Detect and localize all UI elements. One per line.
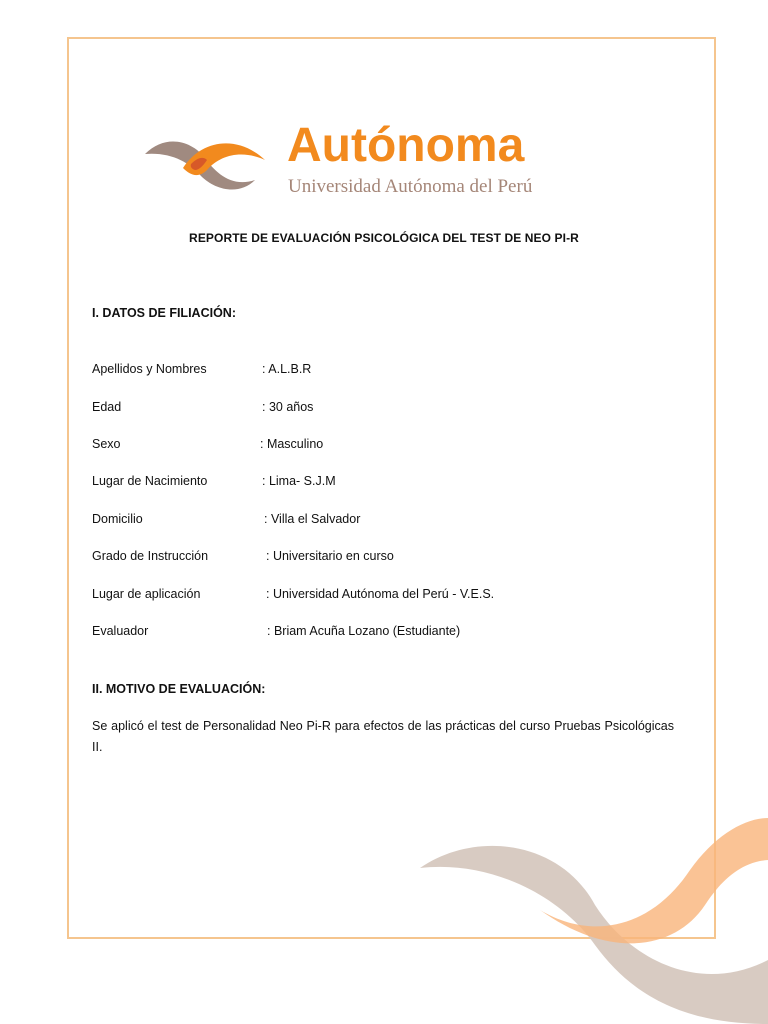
university-logo xyxy=(143,119,563,204)
brand-subtitle: Universidad Autónoma del Perú xyxy=(288,176,533,197)
field-value: : Briam Acuña Lozano (Estudiante) xyxy=(267,624,461,638)
field-label: Domicilio xyxy=(92,512,143,526)
field-label: Lugar de Nacimiento xyxy=(92,474,208,488)
motivo-paragraph: Se aplicó el test de Personalidad Neo Pi-R para efectos de las prácticas del curso Pruebas Psicológicas II. xyxy=(92,719,674,754)
field-label: Evaluador xyxy=(92,624,149,638)
field-value: : Universitario en curso xyxy=(266,549,394,563)
section-heading-filiacion: I. DATOS DE FILIACIÓN: xyxy=(92,306,236,320)
swoosh-logo-icon xyxy=(143,134,268,196)
field-label: Sexo xyxy=(92,437,121,451)
brand-name: Autónoma xyxy=(287,119,525,172)
decorative-swoosh-icon xyxy=(420,810,768,1024)
field-value: : 30 años xyxy=(262,400,314,414)
field-label: Apellidos y Nombres xyxy=(92,362,207,376)
field-value: : Universidad Autónoma del Perú - V.E.S. xyxy=(266,587,495,601)
section-heading-motivo: II. MOTIVO DE EVALUACIÓN: xyxy=(92,682,266,696)
field-value: : A.L.B.R xyxy=(262,362,312,376)
field-value: : Lima- S.J.M xyxy=(262,474,336,488)
field-label: Grado de Instrucción xyxy=(92,549,209,563)
report-title: REPORTE DE EVALUACIÓN PSICOLÓGICA DEL TEST DE NEO PI-R xyxy=(189,231,579,245)
field-value: : Masculino xyxy=(260,437,324,451)
field-label: Edad xyxy=(92,400,122,414)
field-label: Lugar de aplicación xyxy=(92,587,201,601)
field-value: : Villa el Salvador xyxy=(264,512,361,526)
